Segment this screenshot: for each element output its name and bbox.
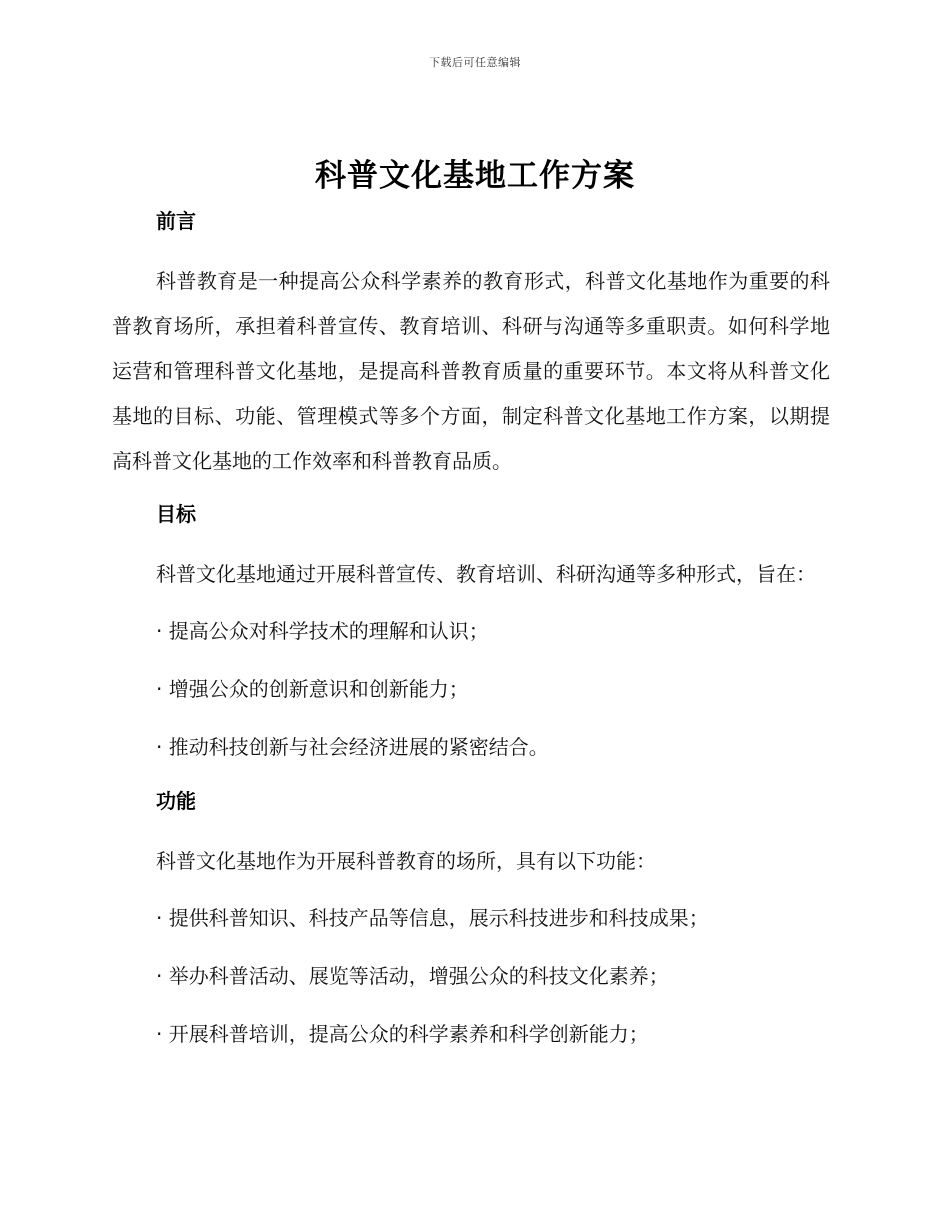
- paragraph: 科普教育是一种提高公众科学素养的教育形式，科普文化基地作为重要的科普教育场所，承担着科普宣传、教育培训、科研与沟通等多重职责。如何科学地运营和管理科普文化基地，是提高科普教育质量的重要环节。本文将从科普文化基地的目标、功能、管理模式等多个方面，制定科普文化基地工作方案，以期提高科普文化基地的工作效率和科普教育品质。: [112, 269, 830, 473]
- list-item: · 举办科普活动、展览等活动，增强公众的科技文化素养；: [156, 964, 669, 988]
- list-item: · 增强公众的创新意识和创新能力；: [156, 677, 469, 701]
- section-heading: 前言: [156, 209, 196, 233]
- section-functions: [112, 783, 830, 1057]
- paragraph: 科普文化基地通过开展科普宣传、教育培训、科研沟通等多种形式，旨在：: [156, 562, 816, 586]
- document-body: [112, 203, 830, 1070]
- paragraph: 科普文化基地作为开展科普教育的场所，具有以下功能：: [156, 849, 656, 873]
- page-header-note: 下载后可任意编辑: [429, 56, 521, 69]
- list-item: · 推动科技创新与社会经济进展的紧密结合。: [156, 735, 549, 759]
- document-title: 科普文化基地工作方案: [315, 158, 635, 194]
- list-item: · 开展科普培训，提高公众的科学素养和科学创新能力；: [156, 1022, 649, 1046]
- section-heading: 功能: [156, 789, 196, 813]
- section-heading: 目标: [156, 502, 196, 526]
- list-item: · 提高公众对科学技术的理解和认识；: [156, 619, 489, 643]
- list-item: · 提供科普知识、科技产品等信息，展示科技进步和科技成果；: [156, 906, 709, 930]
- section-goals: [112, 496, 830, 770]
- section-preface: [112, 203, 830, 484]
